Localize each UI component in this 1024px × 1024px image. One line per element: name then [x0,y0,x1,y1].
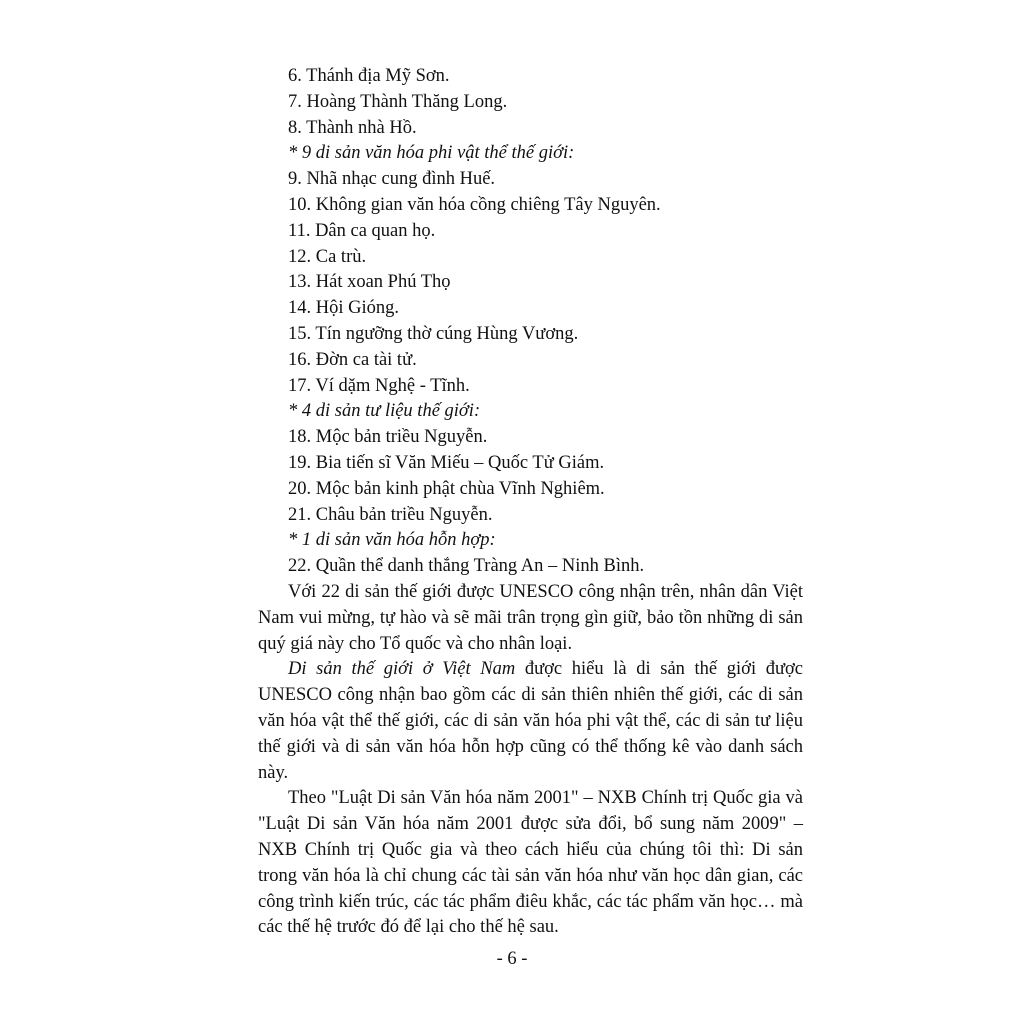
list-item: 14. Hội Gióng. [288,298,399,319]
section-heading: * 9 di sản văn hóa phi vật thể thế giới: [288,143,575,164]
heritage-list [258,64,803,580]
list-item: 13. Hát xoan Phú Thọ [288,272,451,293]
paragraph-definition [258,657,803,786]
page-body [258,64,803,941]
page-number: - 6 - [496,949,528,969]
list-item: 10. Không gian văn hóa cồng chiêng Tây Nguyên. [288,194,661,215]
definition-term: Di sản thế giới ở Việt Nam [288,659,516,680]
paragraph-unesco-pride: Với 22 di sản thế giới được UNESCO công nhận trên, nhân dân Việt Nam vui mừng, tự hào và sẽ mãi trân trọng gìn giữ, bảo tồn những di sản quý giá này cho Tổ quốc và cho nhân loại. [258,581,803,654]
list-item: 20. Mộc bản kinh phật chùa Vĩnh Nghiêm. [288,478,605,499]
list-item: 17. Ví dặm Nghệ - Tĩnh. [288,375,470,396]
list-item: 16. Đờn ca tài tử. [288,349,417,370]
list-item: 6. Thánh địa Mỹ Sơn. [288,66,450,86]
list-item: 18. Mộc bản triều Nguyễn. [288,427,488,448]
list-item: 15. Tín ngưỡng thờ cúng Hùng Vương. [288,323,579,344]
list-item: 7. Hoàng Thành Thăng Long. [288,91,508,112]
definition-text: được hiểu là di sản thế giới được UNESCO công nhận bao gồm các di sản thiên nhiên thế giới, các di sản văn hóa vật thể thế giới, các di sản văn hóa phi vật thể, các di sản tư liệu thế giới và di sản văn hóa hỗn hợp cũng có thể thống kê vào danh sách này. [258,659,803,783]
list-item: 11. Dân ca quan họ. [288,220,436,241]
list-item: 21. Châu bản triều Nguyễn. [288,504,493,525]
list-item: 19. Bia tiến sĩ Văn Miếu – Quốc Tử Giám. [288,452,605,473]
list-item: 12. Ca trù. [288,246,367,267]
list-item: 22. Quần thể danh thắng Tràng An – Ninh Bình. [288,556,645,577]
list-item: 8. Thành nhà Hồ. [288,117,417,138]
paragraph-law: Theo "Luật Di sản Văn hóa năm 2001" – NXB Chính trị Quốc gia và "Luật Di sản Văn hóa năm 2001 được sửa đổi, bổ sung năm 2009" – NXB Chính trị Quốc gia và theo cách hiểu của chúng tôi thì: Di sản trong văn hóa là chỉ chung các tài sản văn hóa như văn học dân gian, các công trình kiến trúc, các tác phẩm điêu khắc, các tác phẩm văn học… mà các thế hệ trước đó để lại cho thế hệ sau. [258,788,803,938]
section-heading: * 4 di sản tư liệu thế giới: [288,401,481,422]
list-item: 9. Nhã nhạc cung đình Huế. [288,169,496,190]
section-heading: * 1 di sản văn hóa hỗn hợp: [288,530,496,551]
